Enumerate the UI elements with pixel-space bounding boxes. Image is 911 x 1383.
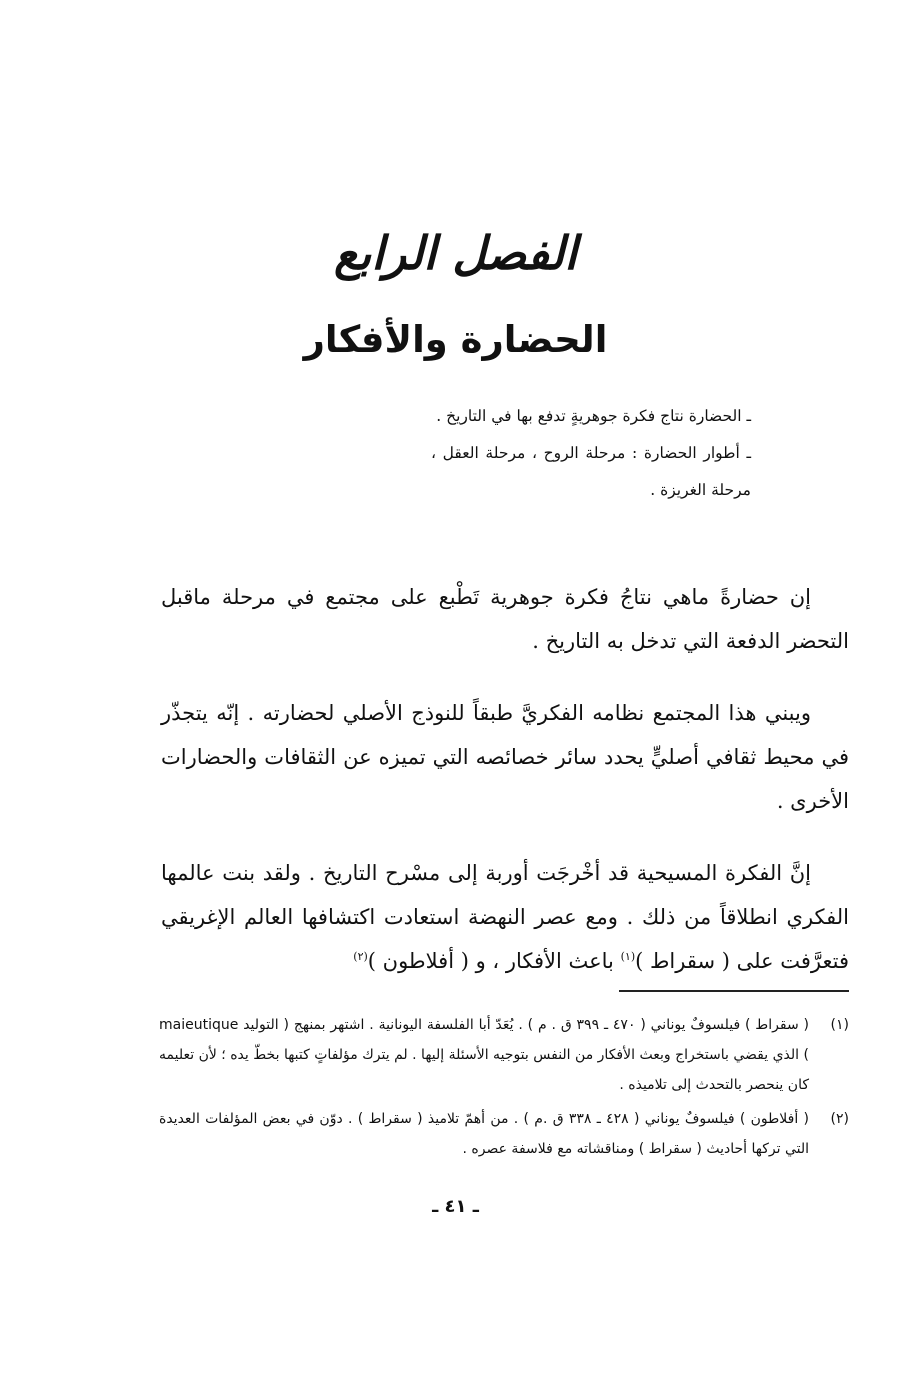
paragraph-text: إنَّ الفكرة المسيحية قد أخْرجَت أوربة إلى مسْرح التاريخ . ولقد بنت عالمها الفكري انطلاقاً من ذلك . ومع عصر النهضة استعادت اكتشافها العالم الإغريقي فتعرَّفت على ( سقراط ) [161,861,849,973]
footnote [159,1010,849,1100]
footnote-number: (١) [830,1017,849,1033]
chapter-label: الفصل الرابع [333,226,578,280]
chapter-summary [431,398,751,509]
paragraph [161,851,849,983]
footnote-ref[interactable]: (١) [620,950,636,963]
paragraph: إن حضارةً ماهي نتاجُ فكرة جوهرية تَطْبع على مجتمع في مرحلة ماقبل التحضر الدفعة التي تدخل به التاريخ . [161,585,849,653]
footnote-divider [619,990,849,992]
footnote-number: (٢) [830,1111,849,1127]
footnote [159,1104,849,1164]
paragraph-text: باعث الأفكار ، و ( أفلاطون ) [367,949,621,973]
summary-item: ـ الحضارة نتاج فكرة جوهريةٍ تدفع بها في التاريخ . [436,407,751,425]
page-number: ـ ٤١ ـ [432,1196,479,1217]
body-text [161,575,849,983]
footnotes [159,1010,849,1168]
footnote-text: ( سقراط ) فيلسوفٌ يوناني ( ٤٧٠ ـ ٣٩٩ ق . م ) . يُعَدّ أبا الفلسفة اليونانية . اشتهر بمنهج ( التوليد maieutique ) الذي يقضي باستخراج وبعث الأفكار من النفس بتوجيه الأسئلة إليها . لم يترك مؤلفاتٍ كتبها بخطّ يده ؛ لأن تعليمه كان ينحصر بالتحدث إلى تلاميذه . [159,1017,809,1093]
footnote-ref[interactable]: (٢) [353,950,368,963]
summary-item: ـ أطوار الحضارة : مرحلة الروح ، مرحلة العقل ، مرحلة الغريزة . [431,444,751,499]
chapter-title: الحضارة والأفكار [303,318,608,361]
paragraph: ويبني هذا المجتمع نظامه الفكريَّ طبقاً للنوذج الأصلي لحضارته . إنّه يتجذّر في محيط ثقافي أصليٍّ يحدد سائر خصائصه التي تميزه عن الثقافات والحضارات الأخرى . [161,701,849,813]
footnote-text: ( أفلاطون ) فيلسوفٌ يوناني ( ٤٢٨ ـ ٣٣٨ ق .م ) . من أهمّ تلاميذ ( سقراط ) . دوّن في بعض المؤلفات العديدة التي تركها أحاديث ( سقراط ) ومناقشاته مع فلاسفة عصره . [159,1111,809,1157]
